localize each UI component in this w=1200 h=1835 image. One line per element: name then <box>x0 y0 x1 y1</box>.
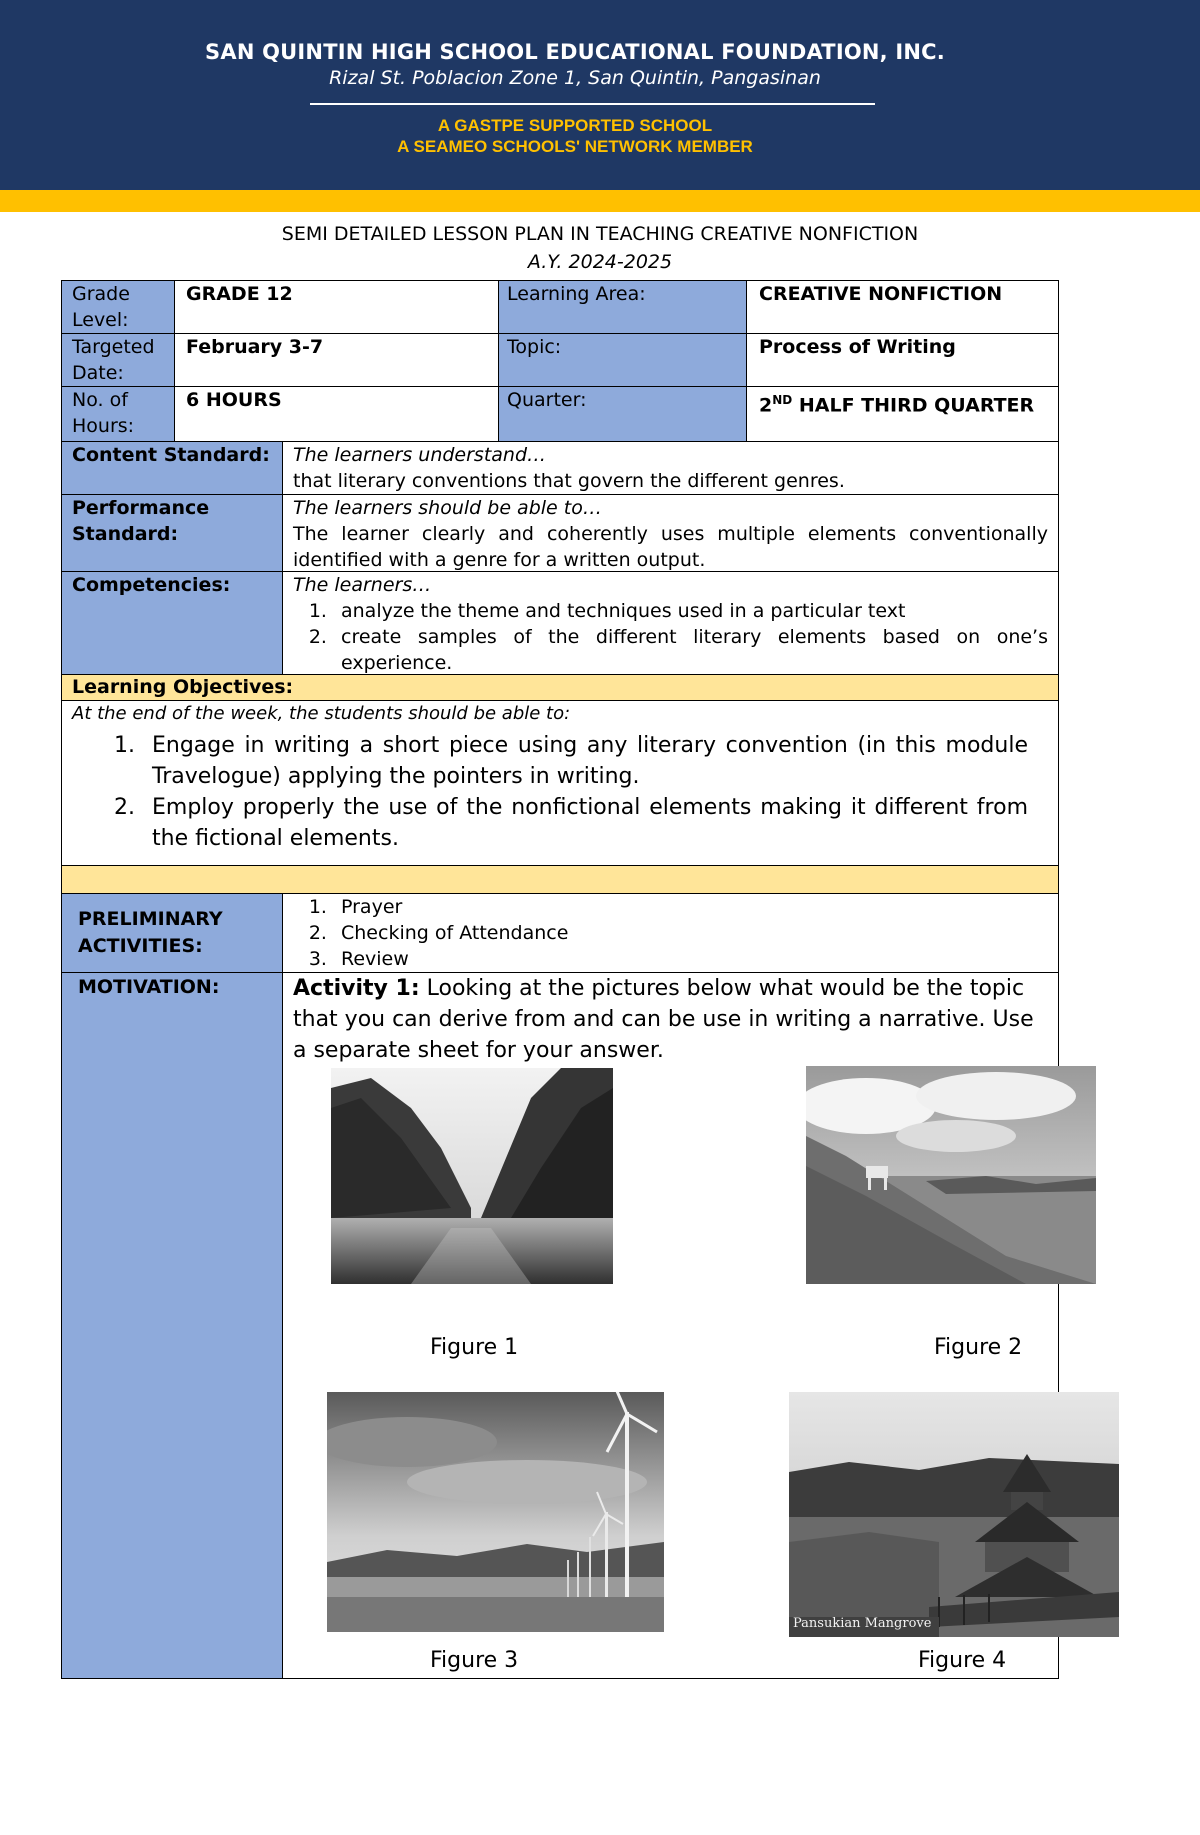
content-standard-intro: The learners understand… <box>293 444 547 466</box>
content-standard-cell <box>282 441 1059 495</box>
figure-1-caption: Figure 1 <box>430 1335 519 1360</box>
tagline-seameo: A SEAMEO SCHOOLS' NETWORK MEMBER <box>397 137 753 156</box>
quarter-ordinal: ND <box>772 393 793 407</box>
organization-name: SAN QUINTIN HIGH SCHOOL EDUCATIONAL FOUNDATION, INC. <box>205 40 945 64</box>
figure-4-caption: Figure 4 <box>918 1648 1007 1673</box>
objectives-list <box>72 730 1028 854</box>
figure-1-lagoon-photo <box>331 1068 613 1284</box>
header-accent-strip <box>0 190 1200 212</box>
topic-label: Topic: <box>498 333 747 387</box>
motivation-label: MOTIVATION: <box>61 972 283 1679</box>
figure-4-watermark: Pansukian Mangrove <box>793 1616 932 1631</box>
activity-title: Activity 1: <box>293 976 420 1001</box>
performance-standard-intro: The learners should be able to… <box>293 497 602 519</box>
competency-item: 1. analyze the theme and techniques used in a particular text <box>333 598 1048 624</box>
content-standard-text: that literary conventions that govern the different genres. <box>293 470 845 492</box>
preliminary-item: 1. Prayer <box>333 894 1048 920</box>
topic-value: Process of Writing <box>746 333 1059 387</box>
figure-3-windmills-photo <box>327 1392 664 1632</box>
figure-2-caption: Figure 2 <box>934 1335 1023 1360</box>
quarter-label: Quarter: <box>498 386 747 442</box>
quarter-value <box>746 386 1059 442</box>
preliminary-activities-label: PRELIMINARY ACTIVITIES: <box>61 893 283 973</box>
grade-level-value: GRADE 12 <box>174 280 499 334</box>
header-divider <box>310 103 875 105</box>
preliminary-item: 2. Checking of Attendance <box>333 920 1048 946</box>
figure-4-mangrove-photo <box>789 1392 1119 1637</box>
grade-level-label: Grade Level: <box>61 280 175 334</box>
tagline-gastpe: A GASTPE SUPPORTED SCHOOL <box>437 116 713 135</box>
header-banner <box>0 0 1200 190</box>
hours-value: 6 HOURS <box>174 386 499 442</box>
activity-instructions: Looking at the pictures below what would be the topic that you can derive from and can be use in writing a narrative. Use a separate sheet for your answer. <box>293 976 1034 1063</box>
performance-standard-cell <box>282 494 1059 572</box>
preliminary-list <box>293 894 1048 972</box>
competencies-label: Competencies: <box>61 571 283 675</box>
document-title: SEMI DETAILED LESSON PLAN IN TEACHING CREATIVE NONFICTION <box>281 223 919 245</box>
hours-label: No. of Hours: <box>61 386 175 442</box>
objectives-intro: At the end of the week, the students should be able to: <box>72 703 571 724</box>
section-separator-row <box>61 865 1059 894</box>
learning-objectives-cell <box>61 700 1059 866</box>
quarter-rest: HALF THIRD QUARTER <box>792 394 1035 417</box>
competencies-list <box>293 598 1048 675</box>
learning-objectives-header: Learning Objectives: <box>61 674 1059 701</box>
preliminary-activities-cell <box>282 893 1059 973</box>
competencies-cell <box>282 571 1059 675</box>
targeted-date-label: Targeted Date: <box>61 333 175 387</box>
figure-3-caption: Figure 3 <box>430 1648 519 1673</box>
targeted-date-value: February 3-7 <box>174 333 499 387</box>
academic-year: A.Y. 2024-2025 <box>527 251 673 273</box>
content-standard-label: Content Standard: <box>61 441 283 495</box>
performance-standard-text: The learner clearly and coherently uses multiple elements conventionally identified with a genre for a written output. <box>293 523 1048 571</box>
preliminary-item: 3. Review <box>333 946 1048 972</box>
figure-2-hillside-photo <box>806 1066 1096 1284</box>
learning-area-label: Learning Area: <box>498 280 747 334</box>
quarter-number: 2 <box>759 394 773 417</box>
performance-standard-label: Performance Standard: <box>61 494 283 572</box>
objective-item: 2. Employ properly the use of the nonfictional elements making it different from the fictional elements. <box>142 792 1028 854</box>
competency-item: 2. create samples of the different literary elements based on one’s experience. <box>333 624 1048 675</box>
objective-item: 1. Engage in writing a short piece using any literary convention (in this module Travelogue) applying the pointers in writing. <box>142 730 1028 792</box>
competencies-intro: The learners… <box>293 574 432 596</box>
organization-address: Rizal St. Poblacion Zone 1, San Quintin, Pangasinan <box>329 67 821 89</box>
learning-area-value: CREATIVE NONFICTION <box>746 280 1059 334</box>
